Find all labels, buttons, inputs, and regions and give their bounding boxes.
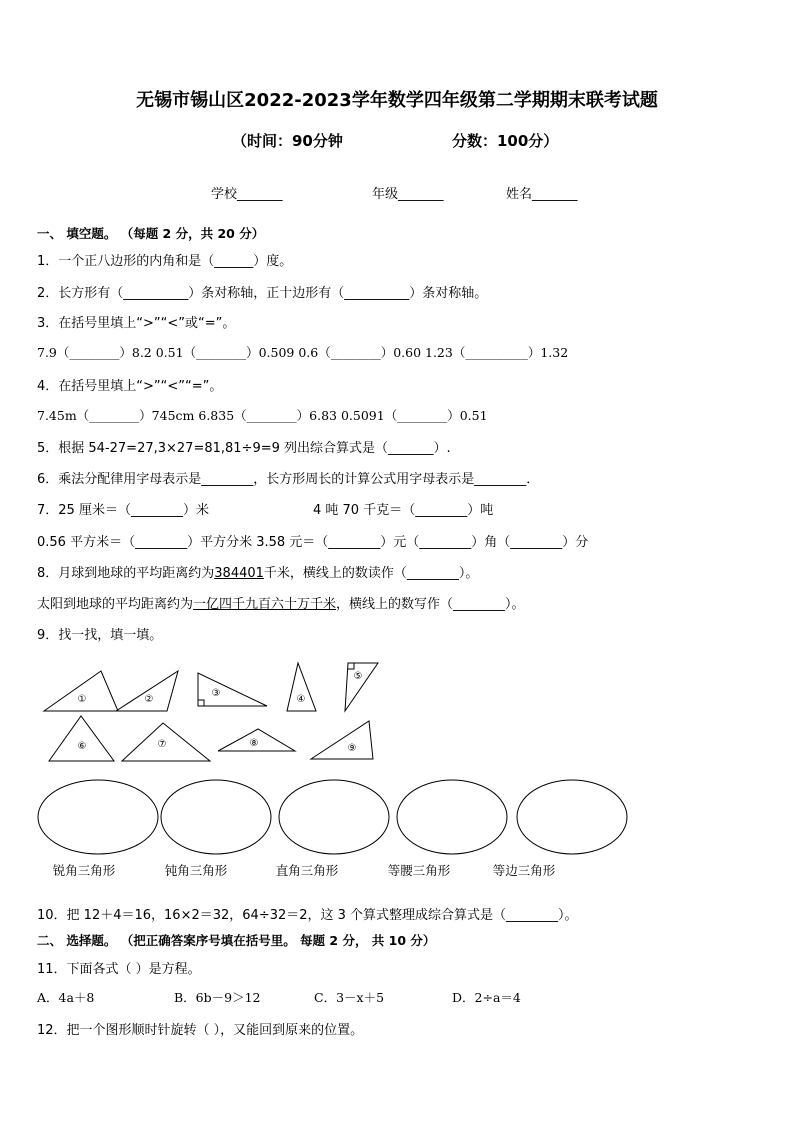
category-label-equilateral: 等边三角形	[492, 863, 556, 878]
triangle-label-8: ⑧	[249, 738, 259, 749]
page-title: 无锡市锡山区2022-2023学年数学四年级第二学期期末联考试题	[136, 90, 658, 111]
triangle-label-6: ⑥	[77, 741, 87, 752]
triangle-3	[198, 673, 267, 706]
question-7-length: 7．25 厘米＝（________）米	[37, 503, 209, 518]
question-9: 9．找一找，填一填。	[37, 628, 163, 643]
category-label-isosceles: 等腰三角形	[387, 863, 451, 878]
question-1: 1．一个正八边形的内角和是（______）度。	[37, 254, 293, 269]
triangle-9	[311, 721, 373, 759]
question-11: 11．下面各式（ ）是方程。	[37, 962, 201, 977]
exam-score: 分数：100分）	[452, 132, 559, 150]
option-c: C．3－x＋5	[314, 990, 385, 1005]
grade-field: 年级_______	[372, 187, 444, 202]
question-10: 10．把 12＋4＝16，16×2＝32，64÷32＝2，这 3 个算式整理成综合算式是（________）。	[37, 908, 578, 923]
question-2: 2．长方形有（__________）条对称轴，正十边形有（__________）条对称轴。	[37, 286, 488, 301]
name-field: 姓名_______	[506, 187, 578, 202]
question-4: 4．在括号里填上“>”“<”“=”。	[37, 379, 223, 394]
right-angle-mark-3	[198, 700, 204, 706]
question-4-items: 7.45m（________）745cm 6.835（________）6.83 0.5091（________）0.51	[37, 408, 488, 423]
option-d: D．2÷a＝4	[452, 990, 521, 1005]
sun-distance-words: 一亿四千九百六十万千米	[193, 597, 337, 612]
triangle-6	[49, 716, 114, 761]
question-8-sun-suffix: ，横线上的数写作（________）。	[336, 597, 525, 612]
triangle-label-7: ⑦	[157, 739, 167, 750]
option-a: A．4a＋8	[37, 990, 95, 1005]
triangle-label-3: ③	[211, 688, 221, 699]
category-label-acute: 锐角三角形	[52, 863, 116, 878]
category-oval-acute	[38, 780, 158, 854]
question-3: 3．在括号里填上“>”“<”或“=”。	[37, 316, 236, 331]
question-8-moon-suffix: 千米，横线上的数读作（________）。	[263, 566, 479, 581]
category-oval-obtuse	[161, 780, 271, 854]
question-5: 5．根据 54-27=27,3×27=81,81÷9=9 列出综合算式是（_______）.	[37, 441, 451, 456]
category-label-obtuse: 钝角三角形	[164, 863, 228, 878]
triangle-label-1: ①	[77, 694, 87, 705]
question-12: 12．把一个图形顺时针旋转（ ），又能回到原来的位置。	[37, 1023, 364, 1038]
question-8-moon-prefix: 8．月球到地球的平均距离约为	[37, 566, 215, 581]
moon-distance-number: 384401	[214, 566, 264, 581]
category-oval-isosceles	[397, 780, 507, 854]
triangle-2	[116, 671, 178, 711]
section-2-heading: 二、 选择题。 （把正确答案序号填在括号里。 每题 2 分， 共 10 分）	[37, 933, 436, 948]
triangle-label-4: ④	[296, 694, 306, 705]
triangle-label-2: ②	[144, 694, 154, 705]
category-label-right: 直角三角形	[275, 863, 339, 878]
school-field: 学校_______	[211, 187, 283, 202]
option-b: B．6b－9＞12	[174, 990, 261, 1005]
category-oval-equilateral	[517, 780, 627, 854]
triangle-label-5: ⑤	[353, 671, 363, 682]
question-7-weight: 4 吨 70 千克＝（________）吨	[313, 503, 494, 518]
question-6: 6．乘法分配律用字母表示是________，长方形周长的计算公式用字母表示是________．	[37, 472, 540, 487]
right-angle-mark-5	[348, 663, 354, 669]
category-oval-right	[279, 780, 389, 854]
question-7-area-money: 0.56 平方米＝（________）平方分米 3.58 元＝（________）元（________）角（________）分	[37, 535, 589, 550]
question-3-items: 7.9（________）8.2 0.51（________）0.509 0.6（________）0.60 1.23（__________）1.32	[37, 345, 569, 360]
triangle-label-9: ⑨	[347, 743, 357, 754]
question-8-sun-prefix: 太阳到地球的平均距离约为	[37, 597, 194, 612]
exam-time: （时间：90分钟	[232, 132, 343, 150]
triangle-1	[44, 671, 118, 711]
section-1-heading: 一、 填空题。 （每题 2 分，共 20 分）	[37, 226, 265, 241]
